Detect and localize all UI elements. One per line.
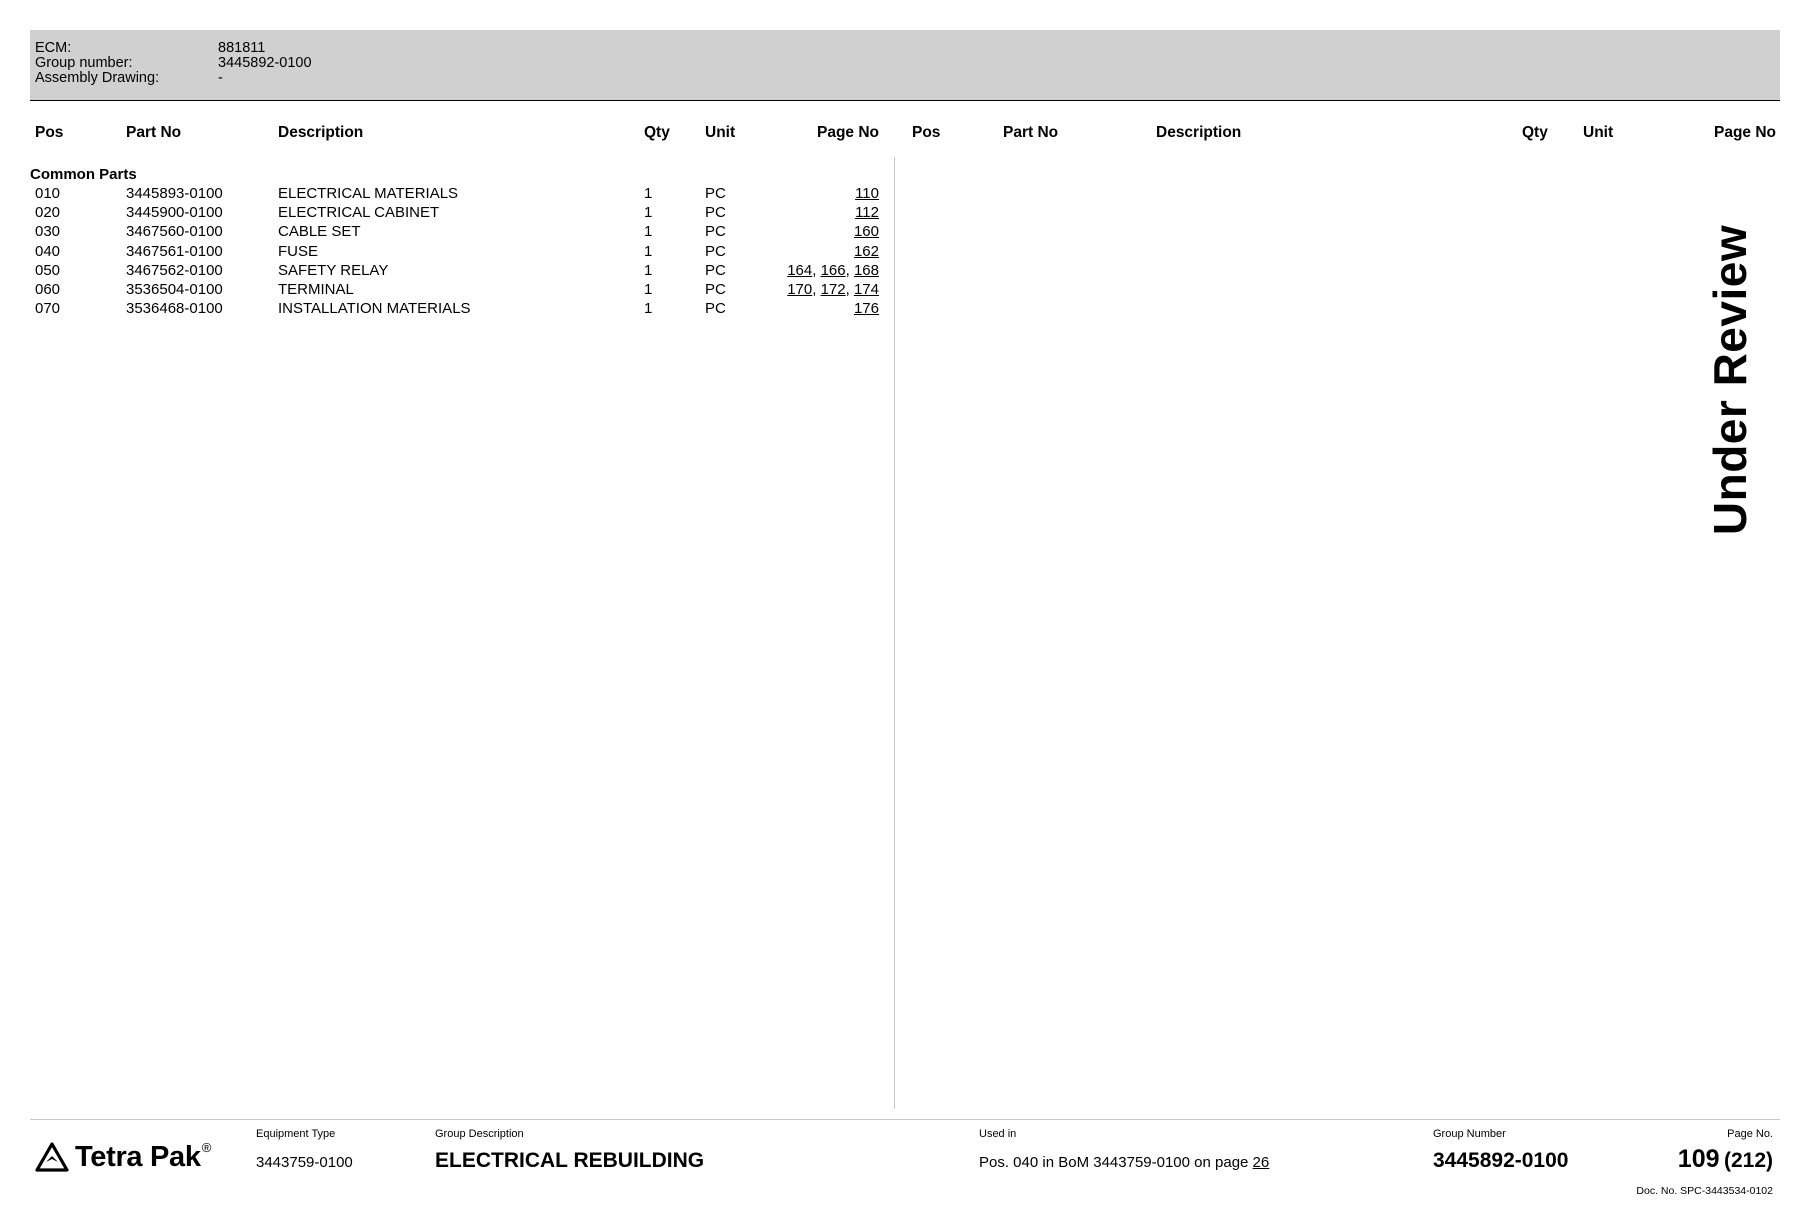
page-link[interactable]: 160 (853, 223, 879, 241)
table-row (0, 299, 900, 318)
ecm-label: ECM: (35, 40, 72, 56)
table-row (0, 184, 900, 203)
page-no-label: Page No. (1727, 1128, 1773, 1140)
page-link[interactable]: 168 (853, 261, 879, 279)
table-row (0, 280, 900, 299)
row-pos: 050 (35, 261, 61, 279)
row-qty: 1 (644, 204, 653, 222)
row-qty: 1 (644, 185, 653, 202)
row-page-links (854, 242, 879, 261)
row-pos: 020 (35, 204, 61, 222)
row-unit: PC (705, 300, 726, 318)
page-link[interactable]: 170 (787, 280, 813, 298)
row-part-no: 3467561-0100 (126, 242, 223, 260)
col-header-pos: Pos (35, 124, 64, 141)
group-description-label: Group Description (435, 1128, 524, 1140)
col-header-description: Description (278, 124, 364, 141)
row-pos: 040 (35, 242, 61, 260)
col-header-unit-right: Unit (1583, 124, 1614, 141)
section-title: Common Parts (30, 166, 137, 183)
tetra-pak-logo (35, 1140, 211, 1174)
row-unit: PC (705, 261, 726, 279)
row-page-links: 170, 172, 174 (787, 280, 879, 298)
page-link[interactable]: 166 (820, 261, 846, 279)
row-part-no: 3445900-0100 (126, 204, 223, 222)
page-link[interactable]: 162 (853, 242, 879, 260)
header-info-box (30, 30, 1780, 101)
page-link[interactable]: 172 (820, 280, 846, 298)
row-part-no: 3467562-0100 (126, 261, 223, 279)
page-link[interactable]: 174 (853, 280, 879, 298)
page-link[interactable]: 176 (853, 300, 879, 318)
tetra-pak-triangle-icon (35, 1142, 69, 1172)
page-number-total: (212) (1723, 1149, 1773, 1172)
row-part-no: 3536504-0100 (126, 280, 223, 298)
col-header-pos-right: Pos (912, 124, 941, 141)
row-page-links (854, 222, 879, 241)
row-description: ELECTRICAL CABINET (278, 204, 440, 222)
row-qty: 1 (644, 300, 653, 318)
row-qty: 1 (644, 280, 653, 298)
row-pos: 060 (35, 280, 61, 298)
row-qty: 1 (644, 223, 653, 241)
used-in-page-link[interactable]: 26 (1252, 1154, 1270, 1171)
page-link[interactable]: 110 (855, 185, 879, 202)
group-number-footer-label: Group Number (1433, 1128, 1506, 1140)
page-number-current: 109 (1677, 1145, 1720, 1173)
row-unit: PC (705, 204, 726, 222)
group-description-value: ELECTRICAL REBUILDING (435, 1149, 705, 1172)
logo-registered-mark: ® (201, 1139, 212, 1155)
col-header-part-no-right: Part No (1003, 124, 1059, 141)
row-qty: 1 (644, 242, 653, 260)
assembly-drawing-value: - (218, 70, 223, 86)
row-unit: PC (705, 280, 726, 298)
row-unit: PC (705, 185, 726, 202)
row-description: CABLE SET (278, 223, 361, 241)
table-row (0, 242, 900, 261)
equipment-type-label: Equipment Type (256, 1128, 336, 1140)
row-unit: PC (705, 223, 726, 241)
col-header-unit: Unit (705, 124, 736, 141)
row-qty: 1 (644, 261, 653, 279)
row-description: ELECTRICAL MATERIALS (278, 185, 459, 202)
row-part-no: 3536468-0100 (126, 300, 223, 318)
assembly-drawing-label: Assembly Drawing: (35, 70, 160, 86)
col-header-qty-right: Qty (1522, 124, 1548, 141)
table-row (0, 222, 900, 241)
row-page-links (855, 203, 879, 222)
table-row (0, 261, 900, 280)
table-row (0, 203, 900, 222)
row-description: FUSE (278, 242, 319, 260)
row-page-links: 164, 166, 168 (787, 261, 879, 279)
row-pos: 030 (35, 223, 61, 241)
row-description: INSTALLATION MATERIALS (278, 300, 471, 318)
row-description: SAFETY RELAY (278, 261, 389, 279)
logo-wordmark: Tetra Pak (75, 1140, 201, 1173)
equipment-type-value: 3443759-0100 (256, 1154, 353, 1171)
page-link[interactable]: 112 (855, 204, 879, 222)
col-header-part-no: Part No (126, 124, 182, 141)
col-header-page-no-right: Page No (1713, 124, 1776, 141)
col-header-qty: Qty (644, 124, 670, 141)
used-in-label: Used in (979, 1128, 1017, 1140)
document-number: Doc. No. SPC-3443534-0102 (1636, 1185, 1773, 1197)
ecm-value: 881811 (218, 40, 266, 56)
row-pos: 070 (35, 300, 61, 318)
row-description: TERMINAL (278, 280, 354, 298)
page-link[interactable]: 164 (787, 261, 813, 279)
used-in-description: Pos. 040 in BoM 3443759-0100 on page (979, 1154, 1253, 1171)
group-number-footer-value: 3445892-0100 (1433, 1149, 1569, 1172)
row-unit: PC (705, 242, 726, 260)
used-in-text (979, 1154, 1269, 1171)
group-number-value: 3445892-0100 (218, 55, 312, 71)
col-header-description-right: Description (1156, 124, 1242, 141)
footer-divider (30, 1119, 1780, 1120)
group-number-label: Group number: (35, 55, 133, 71)
col-header-page-no: Page No (816, 124, 879, 141)
page-number (1678, 1145, 1773, 1174)
row-page-links (854, 299, 879, 318)
under-review-watermark: Under Review (1704, 224, 1756, 536)
row-part-no: 3445893-0100 (126, 185, 223, 202)
row-page-links (855, 184, 879, 203)
row-pos: 010 (35, 185, 61, 202)
row-part-no: 3467560-0100 (126, 223, 223, 241)
parts-table (0, 184, 900, 318)
